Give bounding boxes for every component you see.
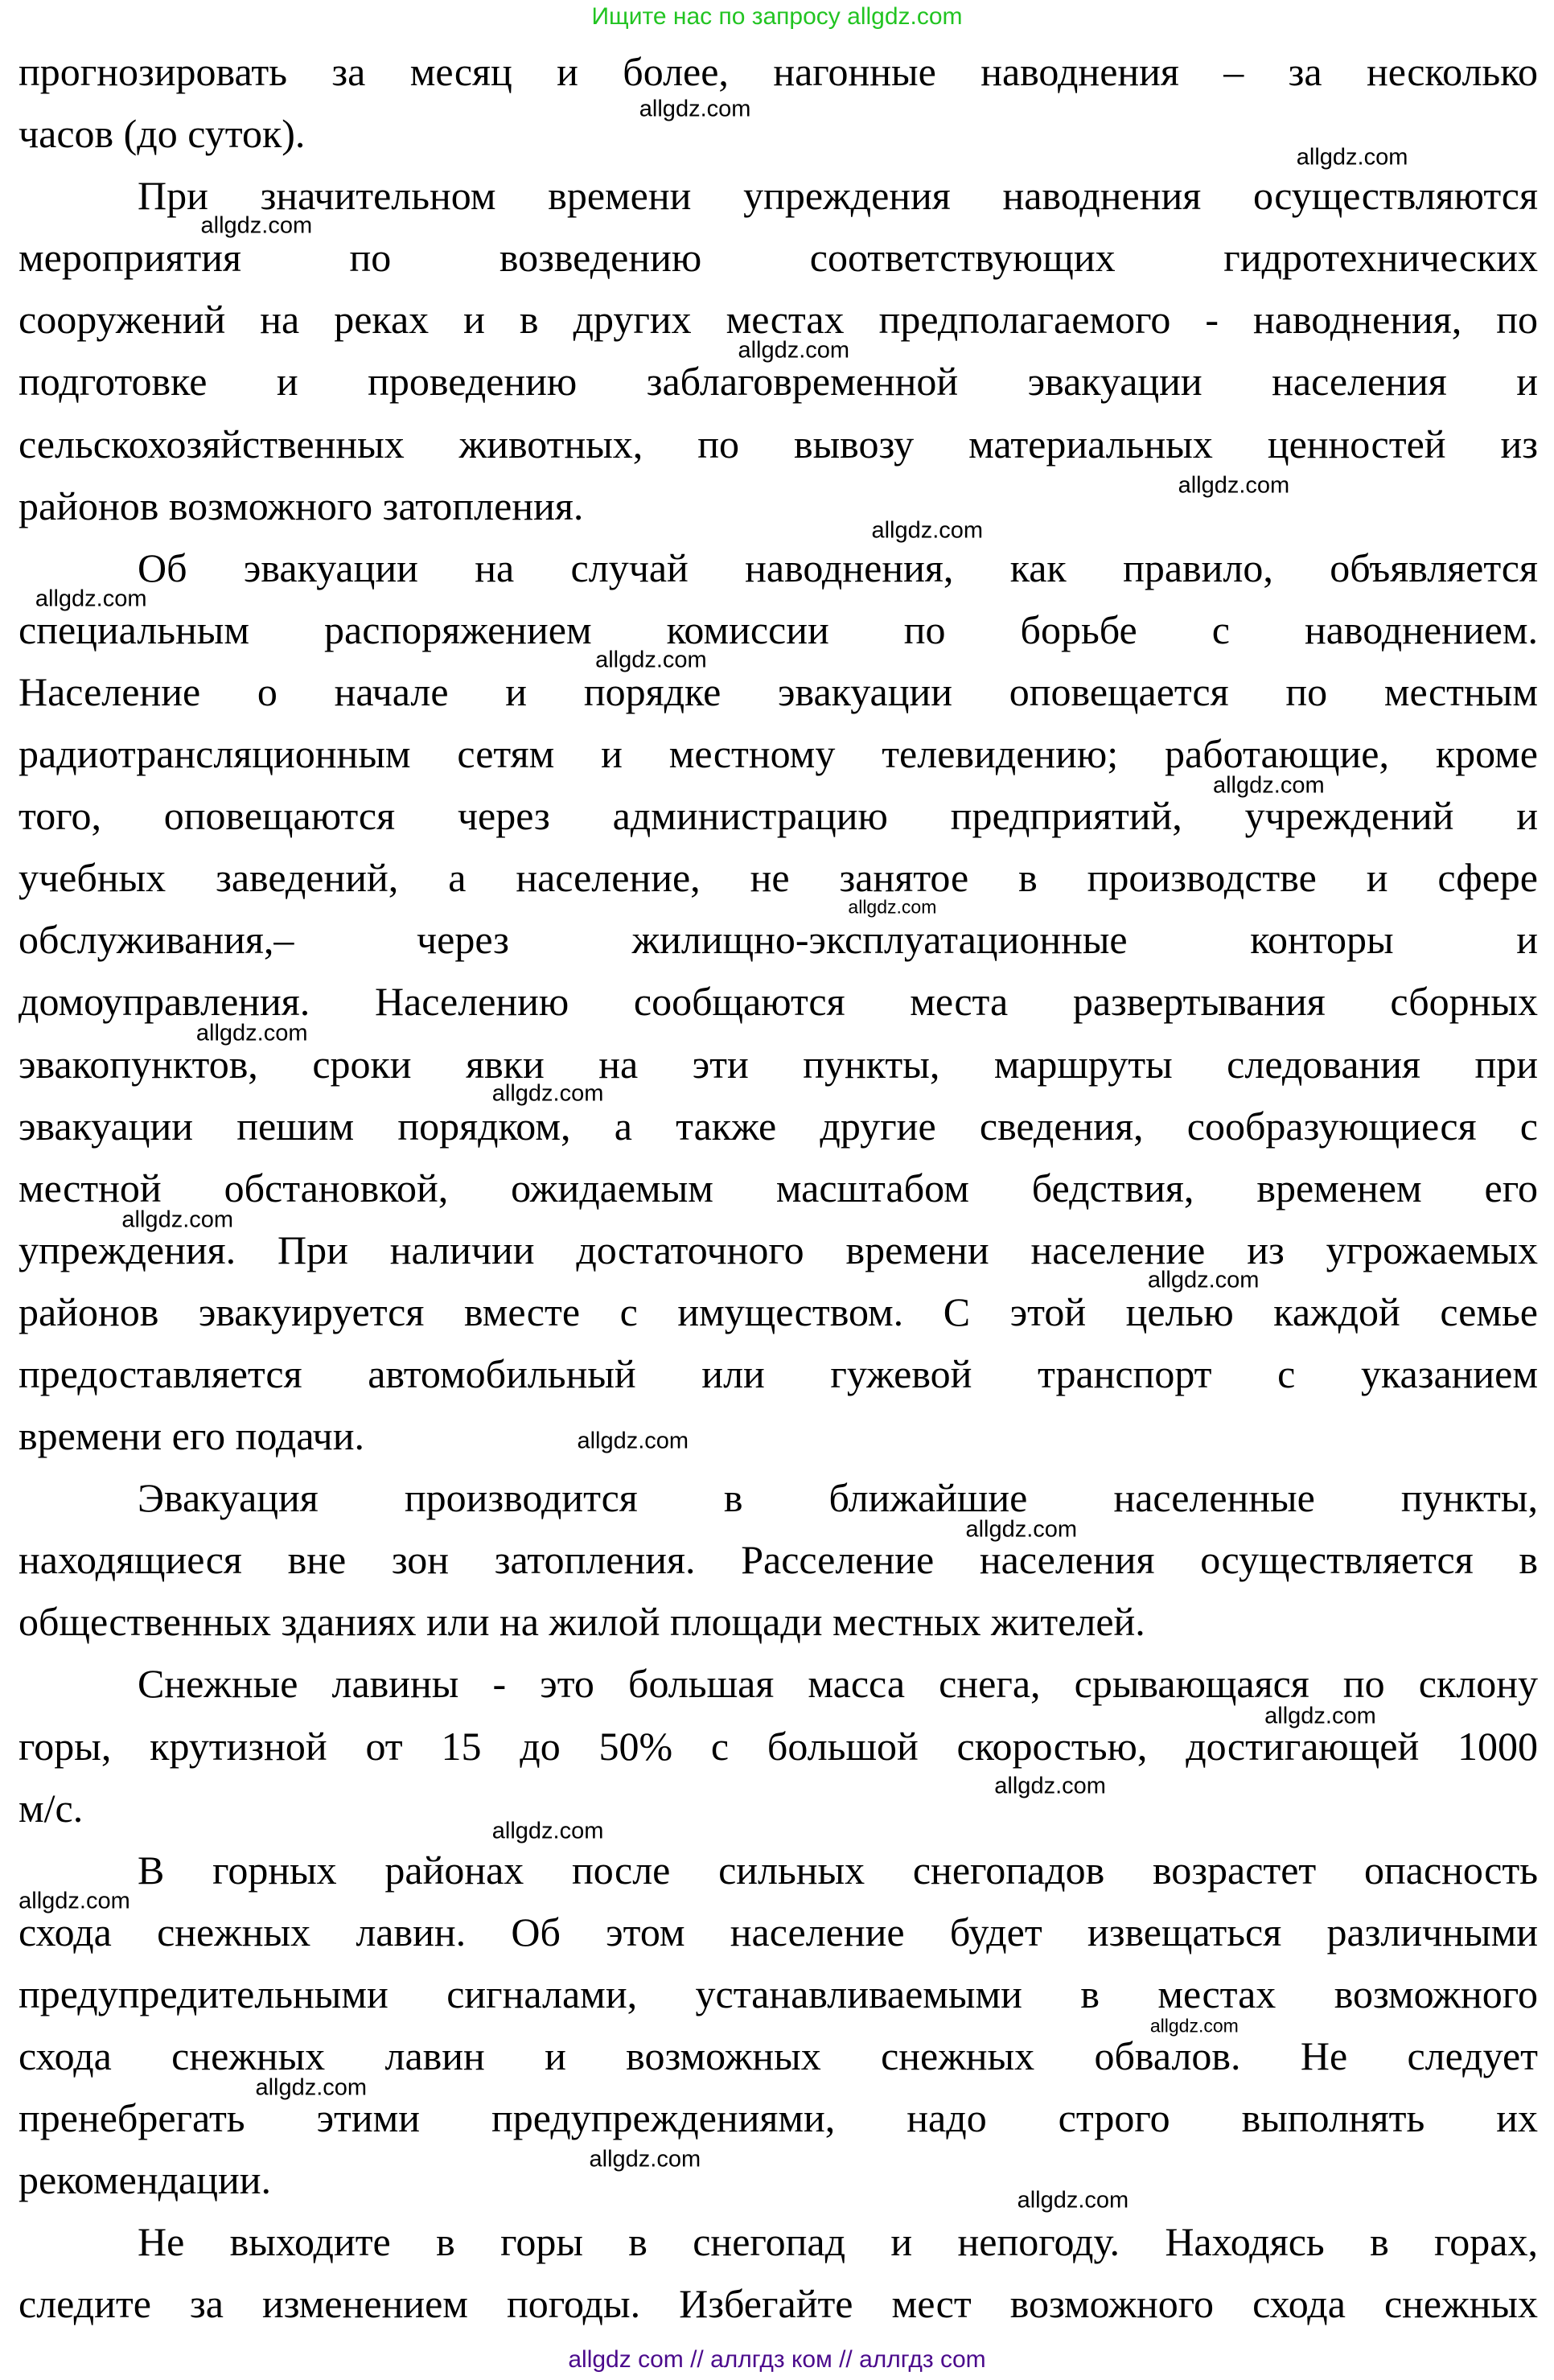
paragraph <box>18 537 1538 1467</box>
text-line: обслуживания,– через жилищно-эксплуатационные конторы и <box>18 917 1538 963</box>
text-line: упреждения. При наличии достаточного времени население из угрожаемых <box>18 1227 1538 1272</box>
watermark: allgdz.com <box>1212 772 1325 799</box>
text-line: часов (до суток). <box>18 111 306 157</box>
watermark: allgdz.com <box>1149 2015 1239 2037</box>
watermark: allgdz.com <box>848 896 937 918</box>
watermark: allgdz.com <box>994 1773 1106 1799</box>
watermark: allgdz.com <box>965 1516 1078 1543</box>
watermark: allgdz.com <box>1147 1267 1260 1293</box>
text-line: общественных зданиях или на жилой площади местных жителей. <box>18 1599 1145 1645</box>
text-line: эвакуации пешим порядком, а также другие сведения, сообразующиеся с <box>18 1103 1538 1149</box>
watermark: allgdz.com <box>18 1888 130 1914</box>
watermark: allgdz.com <box>738 337 850 364</box>
footer-banner: allgdz com // аллгдз ком // аллгдз com <box>568 2346 986 2373</box>
watermark: allgdz.com <box>871 517 984 544</box>
text-line: Не выходите в горы в снегопад и непогоду. Находясь в горах, <box>138 2219 1538 2265</box>
paragraph <box>18 1653 1538 1839</box>
text-line: предупредительными сигналами, устанавливаемыми в местах возможного <box>18 1971 1538 2016</box>
watermark: allgdz.com <box>1017 2187 1129 2214</box>
header-banner: Ищите нас по запросу allgdz.com <box>591 3 963 30</box>
text-line: м/с. <box>18 1785 84 1831</box>
watermark: allgdz.com <box>577 1428 689 1454</box>
text-line: районов эвакуируется вместе с имуществом. С этой целью каждой семье <box>18 1289 1538 1334</box>
watermark: allgdz.com <box>639 96 751 122</box>
text-line: схода снежных лавин. Об этом население будет извещаться различными <box>18 1909 1538 1955</box>
text-line: того, оповещаются через администрацию предприятий, учреждений и <box>18 793 1538 839</box>
text-line: предоставляется автомобильный или гужевой транспорт с указанием <box>18 1350 1538 1396</box>
watermark: allgdz.com <box>1264 1703 1376 1729</box>
text-line: эвакопунктов, сроки явки на эти пункты, маршруты следования при <box>18 1041 1538 1087</box>
document-body <box>18 41 1538 2335</box>
text-line: При значительном времени упреждения наводнения осуществляются <box>138 173 1538 219</box>
text-line: рекомендации. <box>18 2157 271 2203</box>
text-line: подготовке и проведению заблаговременной эвакуации населения и <box>18 359 1538 405</box>
watermark: allgdz.com <box>1178 472 1290 499</box>
text-line: домоуправления. Населению сообщаются места развертывания сборных <box>18 979 1538 1025</box>
watermark: allgdz.com <box>121 1206 234 1233</box>
text-line: времени его подачи. <box>18 1413 364 1459</box>
text-line: горы, крутизной от 15 до 50% с большой скоростью, достигающей 1000 <box>18 1723 1538 1769</box>
watermark: allgdz.com <box>589 2146 701 2172</box>
text-line: сооружений на реках и в других местах предполагаемого - наводнения, по <box>18 297 1538 343</box>
watermark: allgdz.com <box>491 1080 604 1107</box>
text-line: специальным распоряжением комиссии по борьбе с наводнением. <box>18 606 1538 652</box>
text-line: Эвакуация производится в ближайшие населенные пункты, <box>138 1475 1538 1521</box>
text-line: мероприятия по возведению соответствующих гидротехнических <box>18 235 1538 281</box>
watermark: allgdz.com <box>200 212 313 239</box>
text-line: В горных районах после сильных снегопадов возрастет опасность <box>138 1847 1538 1893</box>
paragraph <box>18 2211 1538 2335</box>
watermark: allgdz.com <box>35 586 147 612</box>
watermark: allgdz.com <box>255 2074 368 2101</box>
text-line: находящиеся вне зон затопления. Расселение населения осуществляется в <box>18 1537 1538 1583</box>
paragraph <box>18 1467 1538 1653</box>
watermark: allgdz.com <box>595 647 707 673</box>
watermark: allgdz.com <box>491 1818 604 1844</box>
text-line: Снежные лавины - это большая масса снега, срывающаяся по склону <box>138 1661 1538 1707</box>
text-line: пренебрегать этими предупреждениями, надо строго выполнять их <box>18 2095 1538 2141</box>
text-line: радиотрансляционным сетям и местному телевидению; работающие, кроме <box>18 731 1538 777</box>
watermark: allgdz.com <box>195 1020 308 1046</box>
watermark: allgdz.com <box>1296 144 1408 171</box>
text-line: учебных заведений, а население, не занятое в производстве и сфере <box>18 855 1538 901</box>
paragraph <box>18 1839 1538 2212</box>
text-line: районов возможного затопления. <box>18 483 584 528</box>
text-line: сельскохозяйственных животных, по вывозу материальных ценностей из <box>18 421 1538 467</box>
text-line: прогнозировать за месяц и более, нагонные наводнения – за несколько <box>18 49 1538 94</box>
text-line: Об эвакуации на случай наводнения, как правило, объявляется <box>138 545 1538 590</box>
text-line: местной обстановкой, ожидаемым масштабом бедствия, временем его <box>18 1165 1538 1211</box>
text-line: схода снежных лавин и возможных снежных обвалов. Не следует <box>18 2033 1538 2078</box>
text-line: Население о начале и порядке эвакуации оповещается по местным <box>18 668 1538 714</box>
text-line: следите за изменением погоды. Избегайте мест возможного схода снежных <box>18 2281 1538 2327</box>
